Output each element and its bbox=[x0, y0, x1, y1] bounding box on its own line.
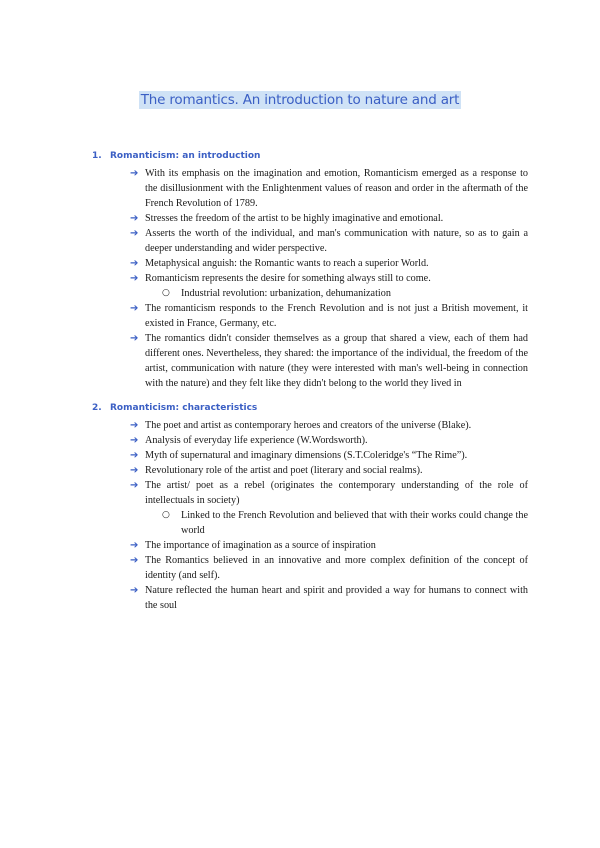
sub-list-item: ○ Industrial revolution: urbanization, dehumanization bbox=[162, 288, 391, 299]
arrow-bullet-icon: ➔ bbox=[130, 540, 139, 551]
arrow-bullet-icon: ➔ bbox=[130, 228, 139, 239]
list-item: ➔ Nature reflected the human heart and spirit and provided a way for humans to connect with the soul bbox=[130, 585, 528, 611]
section-2-list bbox=[130, 418, 528, 613]
section-title: Romanticism: characteristics bbox=[110, 403, 258, 413]
list-item: ➔ The importance of imagination as a source of inspiration bbox=[130, 540, 376, 551]
arrow-bullet-icon: ➔ bbox=[130, 585, 139, 596]
arrow-bullet-icon: ➔ bbox=[130, 303, 139, 314]
list-item: ➔ The Romantics believed in an innovative and more complex definition of the concept of identity (and self). bbox=[130, 555, 528, 581]
sub-list-item: ○ Linked to the French Revolution and believed that with their works could change the world bbox=[162, 510, 528, 536]
arrow-bullet-icon: ➔ bbox=[130, 420, 139, 431]
list-item: ➔ The poet and artist as contemporary heroes and creators of the universe (Blake). bbox=[130, 420, 472, 431]
circle-bullet-icon: ○ bbox=[162, 288, 170, 298]
arrow-bullet-icon: ➔ bbox=[130, 435, 139, 446]
section-title: Romanticism: an introduction bbox=[110, 151, 261, 161]
arrow-bullet-icon: ➔ bbox=[130, 555, 139, 566]
list-item: ➔ Revolutionary role of the artist and poet (literary and social realms). bbox=[130, 465, 423, 476]
list-item: ➔ The romanticism responds to the French Revolution and is not just a British movement, it existed in France, Germany, etc. bbox=[130, 303, 528, 329]
arrow-bullet-icon: ➔ bbox=[130, 273, 139, 284]
section-number: 2. bbox=[92, 403, 102, 413]
arrow-bullet-icon: ➔ bbox=[130, 480, 139, 491]
arrow-bullet-icon: ➔ bbox=[130, 213, 139, 224]
list-item: ➔ Asserts the worth of the individual, and man's communication with nature, so as to gain a deeper understanding and wider perspective. bbox=[130, 228, 528, 254]
list-item: ➔ With its emphasis on the imagination and emotion, Romanticism emerged as a response to the disillusionment with the Enlightenment values of reason and order in the aftermath of the French Revolution of 1789. bbox=[130, 168, 528, 209]
list-item: ➔ The artist/ poet as a rebel (originates the contemporary understanding of the role of intellectuals in society) bbox=[130, 480, 528, 506]
section-heading-2 bbox=[92, 403, 257, 413]
circle-bullet-icon: ○ bbox=[162, 510, 170, 520]
section-1-list bbox=[130, 166, 528, 391]
arrow-bullet-icon: ➔ bbox=[130, 168, 139, 179]
arrow-bullet-icon: ➔ bbox=[130, 450, 139, 461]
list-item: ➔ Romanticism represents the desire for something always still to come. bbox=[130, 273, 431, 284]
list-item: ➔ Stresses the freedom of the artist to be highly imaginative and emotional. bbox=[130, 213, 444, 224]
list-item: ➔ Myth of supernatural and imaginary dimensions (S.T.Coleridge's “The Rime”). bbox=[130, 450, 468, 461]
list-item: ➔ The romantics didn't consider themselves as a group that shared a view, each of them had different ones. Nevertheless, they shared: the importance of the individual, the freedom of the artist, communication with nature (they were interested with man's well-being in connection with the nature) and they felt like they didn't belong to the world they lived in bbox=[130, 333, 528, 389]
list-item: ➔ Metaphysical anguish: the Romantic wants to reach a superior World. bbox=[130, 258, 429, 269]
arrow-bullet-icon: ➔ bbox=[130, 333, 139, 344]
list-item: ➔ Analysis of everyday life experience (W.Wordsworth). bbox=[130, 435, 368, 446]
section-heading-1 bbox=[92, 151, 260, 161]
arrow-bullet-icon: ➔ bbox=[130, 465, 139, 476]
page-title: The romantics. An introduction to nature and art bbox=[140, 92, 460, 108]
arrow-bullet-icon: ➔ bbox=[130, 258, 139, 269]
section-number: 1. bbox=[92, 151, 102, 161]
